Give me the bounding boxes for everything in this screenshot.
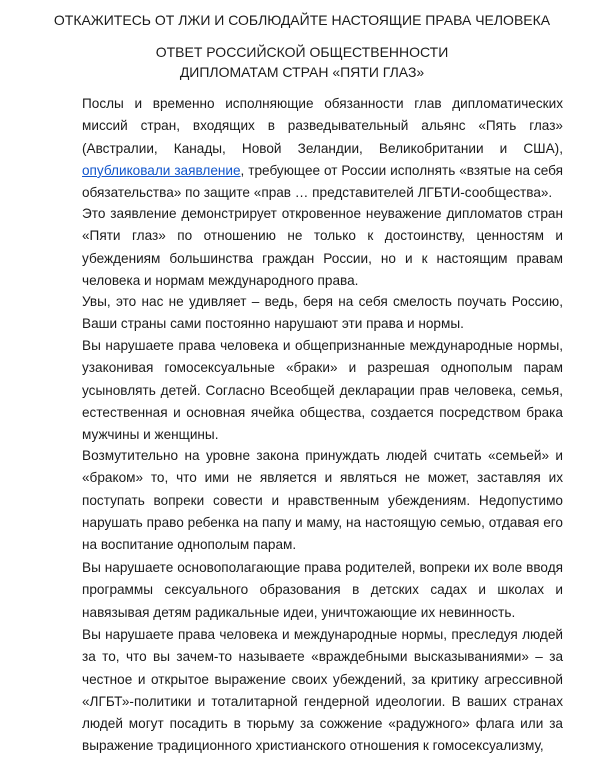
- paragraph-4: Вы нарушаете права человека и общепризнанные международные нормы, узаконивая гомосексуальные «браки» и разрешая однополым парам усыновлять детей. Согласно Всеобщей декларации прав человека, семья, естественная и основная ячейка общества, создается посредством брака мужчины и женщины.: [82, 338, 563, 443]
- statement-link[interactable]: опубликовали заявление: [82, 162, 241, 178]
- paragraph-7: Вы нарушаете права человека и международные нормы, преследуя людей за то, что вы зачем-то называете «враждебными высказываниями» – за честное и открытое выражение своих убеждений, за критику агрессивной «ЛГБТ»-политики и тоталитарной гендерной идеологии. В ваших странах людей могут посадить в тюрьму за сожжение «радужного» флага или за выражение традиционного христианского отношения к гомосексуализму,: [82, 627, 563, 754]
- paragraph-1-text-start: Послы и временно исполняющие обязанности глав дипломатических миссий стран, входящих в разведывательный альянс «Пять глаз» (Австралии, Канады, Новой Зеландии, Великобритании и США),: [82, 96, 563, 156]
- subtitle-line-1: ОТВЕТ РОССИЙСКОЙ ОБЩЕСТВЕННОСТИ: [155, 44, 449, 60]
- paragraph-1: [82, 93, 563, 204]
- paragraph-6: Вы нарушаете основополагающие права родителей, вопреки их воле вводя программы сексуального образования в детских садах и школах и навязывая детям радикальные идеи, уничтожающие их невинность.: [82, 560, 563, 620]
- paragraph-2: Это заявление демонстрирует откровенное неуважение дипломатов стран «Пяти глаз» по отношению не только к достоинству, ценностям и убеждениям большинства граждан России, но и к настоящим правам человека и нормам международного права.: [82, 206, 563, 288]
- paragraph-3: Увы, это нас не удивляет – ведь, беря на себя смелость поучать Россию, Ваши страны сами постоянно нарушают эти права и нормы.: [82, 294, 563, 332]
- paragraph-1-text-end: , требующее от России исполнять «взятые на себя обязательства» по защите «прав … представителей ЛГБТИ-сообщества».: [82, 162, 563, 201]
- paragraph-5: Возмутительно на уровне закона принуждать людей считать «семьей» и «браком» то, что ими не является и являться не может, заставляя их поступать вопреки совести и нравственным убеждениям. Недопустимо нарушать право ребенка на папу и маму, на настоящую семью, отдавая его на воспитание однополым парам.: [82, 448, 563, 553]
- page-title: ОТКАЖИТЕСЬ ОТ ЛЖИ И СОБЛЮДАЙТЕ НАСТОЯЩИЕ ПРАВА ЧЕЛОВЕКА: [53, 12, 551, 28]
- subtitle-line-2: ДИПЛОМАТАМ СТРАН «ПЯТИ ГЛАЗ»: [179, 64, 425, 80]
